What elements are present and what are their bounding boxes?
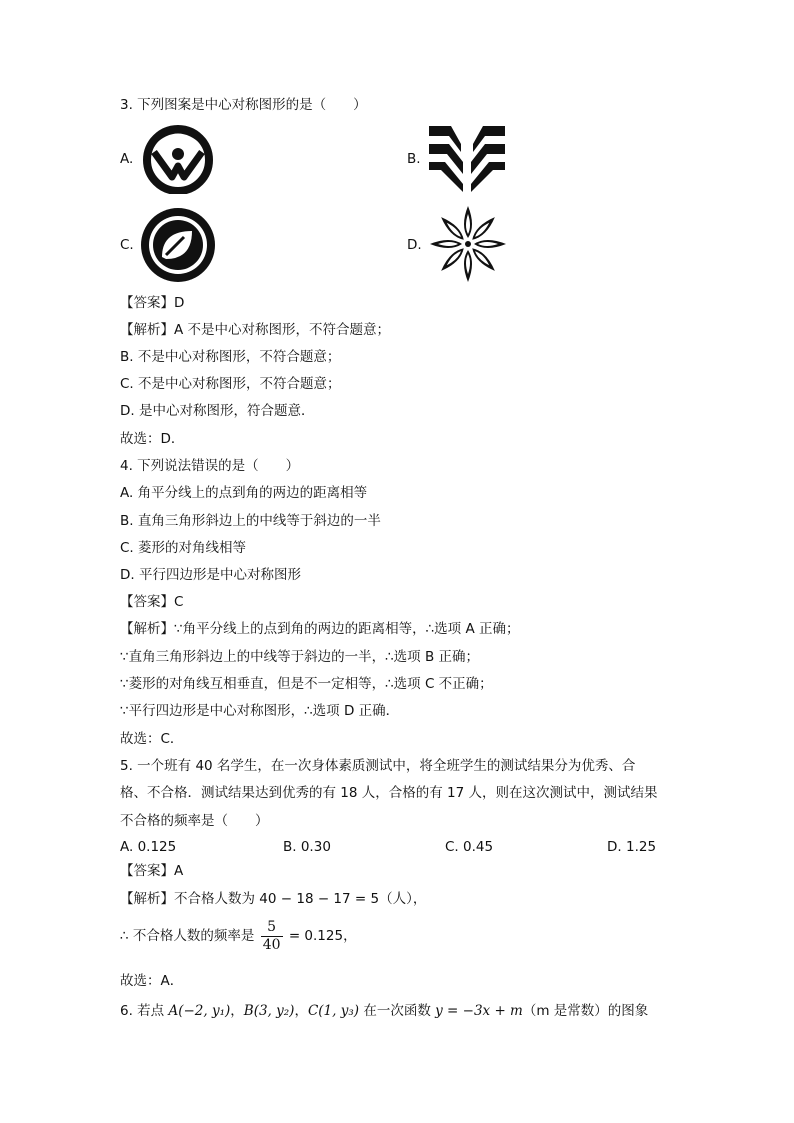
q6-separator: ， bbox=[294, 1003, 308, 1019]
fraction bbox=[261, 919, 283, 954]
q5-option-d: D. 1.25 bbox=[607, 839, 657, 855]
q5-option-a: A. 0.125 bbox=[120, 839, 177, 855]
q4-analysis-line: ∵平行四边形是中心对称图形，∴选项 D 正确． bbox=[120, 703, 400, 719]
q4-stem: 4. 下列说法错误的是（ ） bbox=[120, 458, 300, 474]
q6-separator: ， bbox=[230, 1003, 244, 1019]
q4-option-b: B. 直角三角形斜边上的中线等于斜边的一半 bbox=[120, 513, 381, 529]
q3-answer: 【答案】D bbox=[120, 295, 185, 311]
q4-conclusion: 故选：C． bbox=[120, 731, 184, 747]
q3-analysis-line: D. 是中心对称图形，符合题意． bbox=[120, 403, 315, 419]
q5-stem-line: 不合格的频率是（ ） bbox=[120, 813, 269, 829]
q3-option-c-label: C. bbox=[120, 237, 134, 253]
fraction-numerator: 5 bbox=[267, 918, 277, 935]
q6-stem-prefix: 6. 若点 bbox=[120, 1003, 169, 1019]
q6-point-b: B(3, y₂) bbox=[243, 1003, 295, 1019]
q3-analysis-line: C. 不是中心对称图形，不符合题意； bbox=[120, 376, 341, 392]
q6-point-a: A(−2, y₁) bbox=[168, 1003, 231, 1019]
wave-shapes-icon bbox=[427, 122, 507, 194]
q6-stem bbox=[120, 1002, 648, 1020]
q4-answer: 【答案】C bbox=[120, 594, 184, 610]
q5-analysis-line: 【解析】不合格人数为 40 − 18 − 17 = 5（人）， bbox=[120, 891, 427, 907]
q5-analysis-prefix: ∴ 不合格人数的频率是 bbox=[120, 928, 255, 944]
q3-option-d-label: D. bbox=[407, 237, 422, 253]
q5-option-b: B. 0.30 bbox=[283, 839, 331, 855]
q5-stem-line: 格、不合格．测试结果达到优秀的有 18 人，合格的有 17 人，则在这次测试中，测试结果 bbox=[120, 785, 658, 801]
q3-stem: 3. 下列图案是中心对称图形的是（ ） bbox=[120, 97, 367, 113]
q5-analysis-fraction-line bbox=[120, 918, 357, 954]
q6-stem-tail: （m 是常数）的图象 bbox=[522, 1003, 649, 1019]
q6-function: y = −3x + m bbox=[435, 1003, 523, 1019]
q4-analysis-line: ∵直角三角形斜边上的中线等于斜边的一半，∴选项 B 正确； bbox=[120, 649, 480, 665]
star-flower-icon bbox=[427, 203, 509, 285]
q5-analysis-suffix: = 0.125， bbox=[288, 928, 357, 944]
q5-conclusion: 故选：A． bbox=[120, 973, 184, 989]
q5-answer: 【答案】A bbox=[120, 863, 184, 879]
q4-option-d: D. 平行四边形是中心对称图形 bbox=[120, 567, 301, 583]
q3-option-a-label: A. bbox=[120, 151, 134, 167]
q4-analysis-line: 【解析】∵角平分线上的点到角的两边的距离相等，∴选项 A 正确； bbox=[120, 621, 520, 637]
fraction-denominator: 40 bbox=[262, 936, 281, 953]
q4-analysis-line: ∵菱形的对角线互相垂直，但是不一定相等，∴选项 C 不正确； bbox=[120, 676, 493, 692]
q3-conclusion: 故选：D． bbox=[120, 431, 185, 447]
emblem-circle-arc-icon bbox=[140, 122, 218, 194]
leaf-circle-icon bbox=[140, 205, 220, 285]
q4-option-c: C. 菱形的对角线相等 bbox=[120, 540, 247, 556]
q3-analysis-line: B. 不是中心对称图形，不符合题意； bbox=[120, 349, 341, 365]
q3-option-b-label: B. bbox=[407, 151, 421, 167]
q5-option-c: C. 0.45 bbox=[445, 839, 494, 855]
q6-point-c: C(1, y₃) bbox=[307, 1003, 360, 1019]
q6-stem-mid: 在一次函数 bbox=[359, 1003, 436, 1019]
q5-stem-line: 5. 一个班有 40 名学生，在一次身体素质测试中，将全班学生的测试结果分为优秀、合 bbox=[120, 758, 636, 774]
q4-option-a: A. 角平分线上的点到角的两边的距离相等 bbox=[120, 485, 368, 501]
q3-analysis-line: 【解析】A 不是中心对称图形，不符合题意； bbox=[120, 322, 391, 338]
